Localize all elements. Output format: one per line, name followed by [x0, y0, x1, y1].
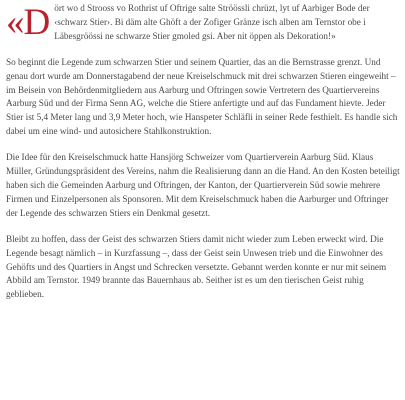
intro-paragraph: [6, 2, 400, 44]
article-paragraph-3: Die Idee für den Kreiselschmuck hatte Hansjörg Schweizer vom Quartierverein Aarburg Süd. Klaus Müller, Gründungspräsident des Vereins, nahm die Realisierung dann an die Hand. An den Kosten beteiligt haben sich die Gemeinden Aarburg und Oftringen, der Kanton, der Quartierverein Süd sowie mehrere Firmen und Einzelpersonen als Sponsoren. Mit dem Kreiselschmuck haben die Aarburger und Oftringer der Legende des schwarzen Stiers ein Denkmal gesetzt.: [6, 152, 400, 218]
intro-paragraph-text: ört wo d Strooss vo Rothrist uf Oftrige salte Ströössli chrüzt, lyt uf Aarbiger Bode der ‹schwarz Stier›. Bi däm alte Ghöft a der Zofiger Gränze isch alben am Ternstor obe i Läbesgröössi ne schwarze Stier gmoled gsi. Aber nit öppen als Dekoration!»: [54, 3, 370, 41]
article-paragraph-4: Bleibt zu hoffen, dass der Geist des schwarzen Stiers damit nicht wieder zum Leben erweckt wird. Die Legende besagt nämlich – in Kurzfassung –, dass der Geist sein Unwesen trieb und die Einwohner des Gehöfts und des Quartiers in Angst und Schrecken versetzte. Gebannt werden konnte er nur mit seinem Abbild am Ternstor. 1949 brannte das Bauernhaus ab. Seither ist es um den tierischen Geist ruhig geblieben.: [6, 233, 387, 300]
article-paragraph-2: So beginnt die Legende zum schwarzen Stier und seinem Quartier, das an die Bernstrasse grenzt. Und genau dort wurde am Donnerstagabend der neue Kreiselschmuck mit drei schwarzen Stieren eingeweiht – im Beisein von Behördenmitgliedern aus Aarburg und Oftringen sowie Vertretern des Quartiervereins Aarburg Süd und der Firma Senn AG, welche die Stiere anfertigte und auf das Fundament hievte. Jeder Stier ist 5,4 Meter lang und 3,9 Meter hoch, wie Hanspeter Schläfli in seiner Rede festhielt. Es handle sich dabei um eine wind- und autosichere Stahlkonstruktion.: [6, 56, 398, 137]
drop-cap: «D: [6, 2, 50, 43]
